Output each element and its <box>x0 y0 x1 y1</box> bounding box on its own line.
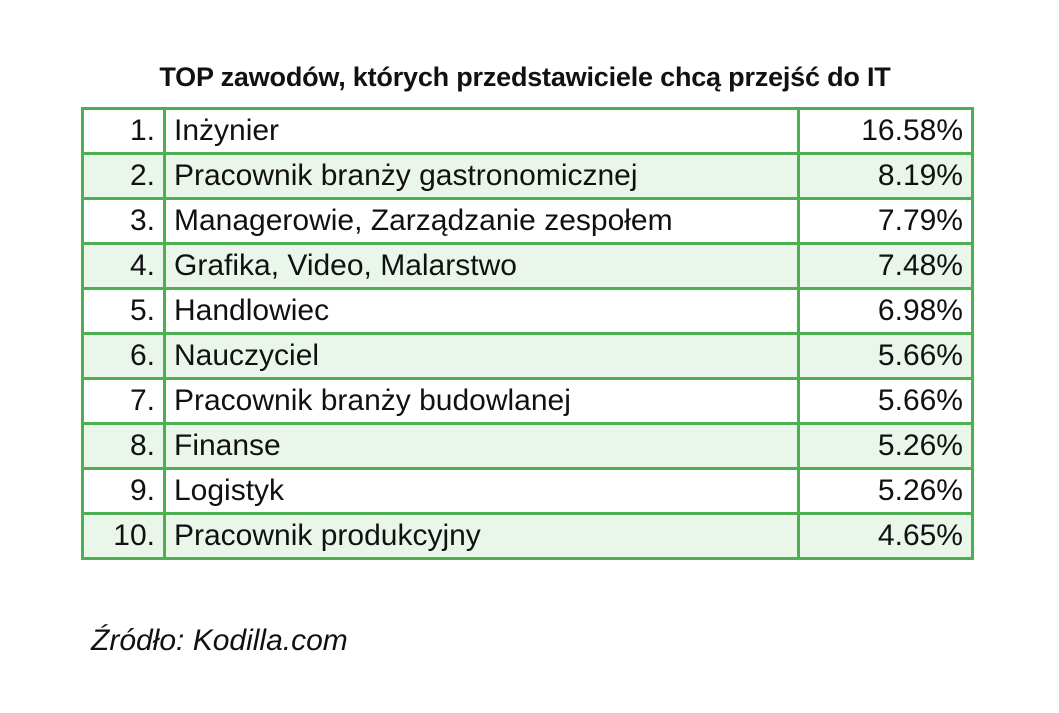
table-row <box>83 334 973 379</box>
percentage-cell: 5.66% <box>799 334 973 379</box>
profession-cell: Nauczyciel <box>165 334 799 379</box>
percentage-cell: 5.26% <box>799 424 973 469</box>
table-row <box>83 289 973 334</box>
table-row <box>83 154 973 199</box>
profession-cell: Pracownik produkcyjny <box>165 514 799 559</box>
table-row <box>83 469 973 514</box>
percentage-cell: 6.98% <box>799 289 973 334</box>
table-row <box>83 244 973 289</box>
rank-cell: 8. <box>83 424 165 469</box>
percentage-cell: 4.65% <box>799 514 973 559</box>
profession-cell: Pracownik branży gastronomicznej <box>165 154 799 199</box>
profession-cell: Logistyk <box>165 469 799 514</box>
rank-cell: 9. <box>83 469 165 514</box>
profession-cell: Pracownik branży budowlanej <box>165 379 799 424</box>
table-row <box>83 109 973 154</box>
percentage-cell: 5.26% <box>799 469 973 514</box>
percentage-cell: 8.19% <box>799 154 973 199</box>
rank-cell: 3. <box>83 199 165 244</box>
source-note: Źródło: Kodilla.com <box>91 624 348 657</box>
rank-cell: 6. <box>83 334 165 379</box>
rank-cell: 2. <box>83 154 165 199</box>
table-title: TOP zawodów, których przedstawiciele chcą przejść do IT <box>159 62 891 92</box>
ranking-table <box>81 107 974 560</box>
profession-cell: Finanse <box>165 424 799 469</box>
percentage-cell: 5.66% <box>799 379 973 424</box>
table-row <box>83 514 973 559</box>
rank-cell: 10. <box>83 514 165 559</box>
profession-cell: Grafika, Video, Malarstwo <box>165 244 799 289</box>
rank-cell: 4. <box>83 244 165 289</box>
rank-cell: 7. <box>83 379 165 424</box>
percentage-cell: 7.48% <box>799 244 973 289</box>
profession-cell: Inżynier <box>165 109 799 154</box>
rank-cell: 5. <box>83 289 165 334</box>
table-row <box>83 424 973 469</box>
percentage-cell: 7.79% <box>799 199 973 244</box>
table-row <box>83 379 973 424</box>
rank-cell: 1. <box>83 109 165 154</box>
table-row <box>83 199 973 244</box>
profession-cell: Managerowie, Zarządzanie zespołem <box>165 199 799 244</box>
percentage-cell: 16.58% <box>799 109 973 154</box>
profession-cell: Handlowiec <box>165 289 799 334</box>
